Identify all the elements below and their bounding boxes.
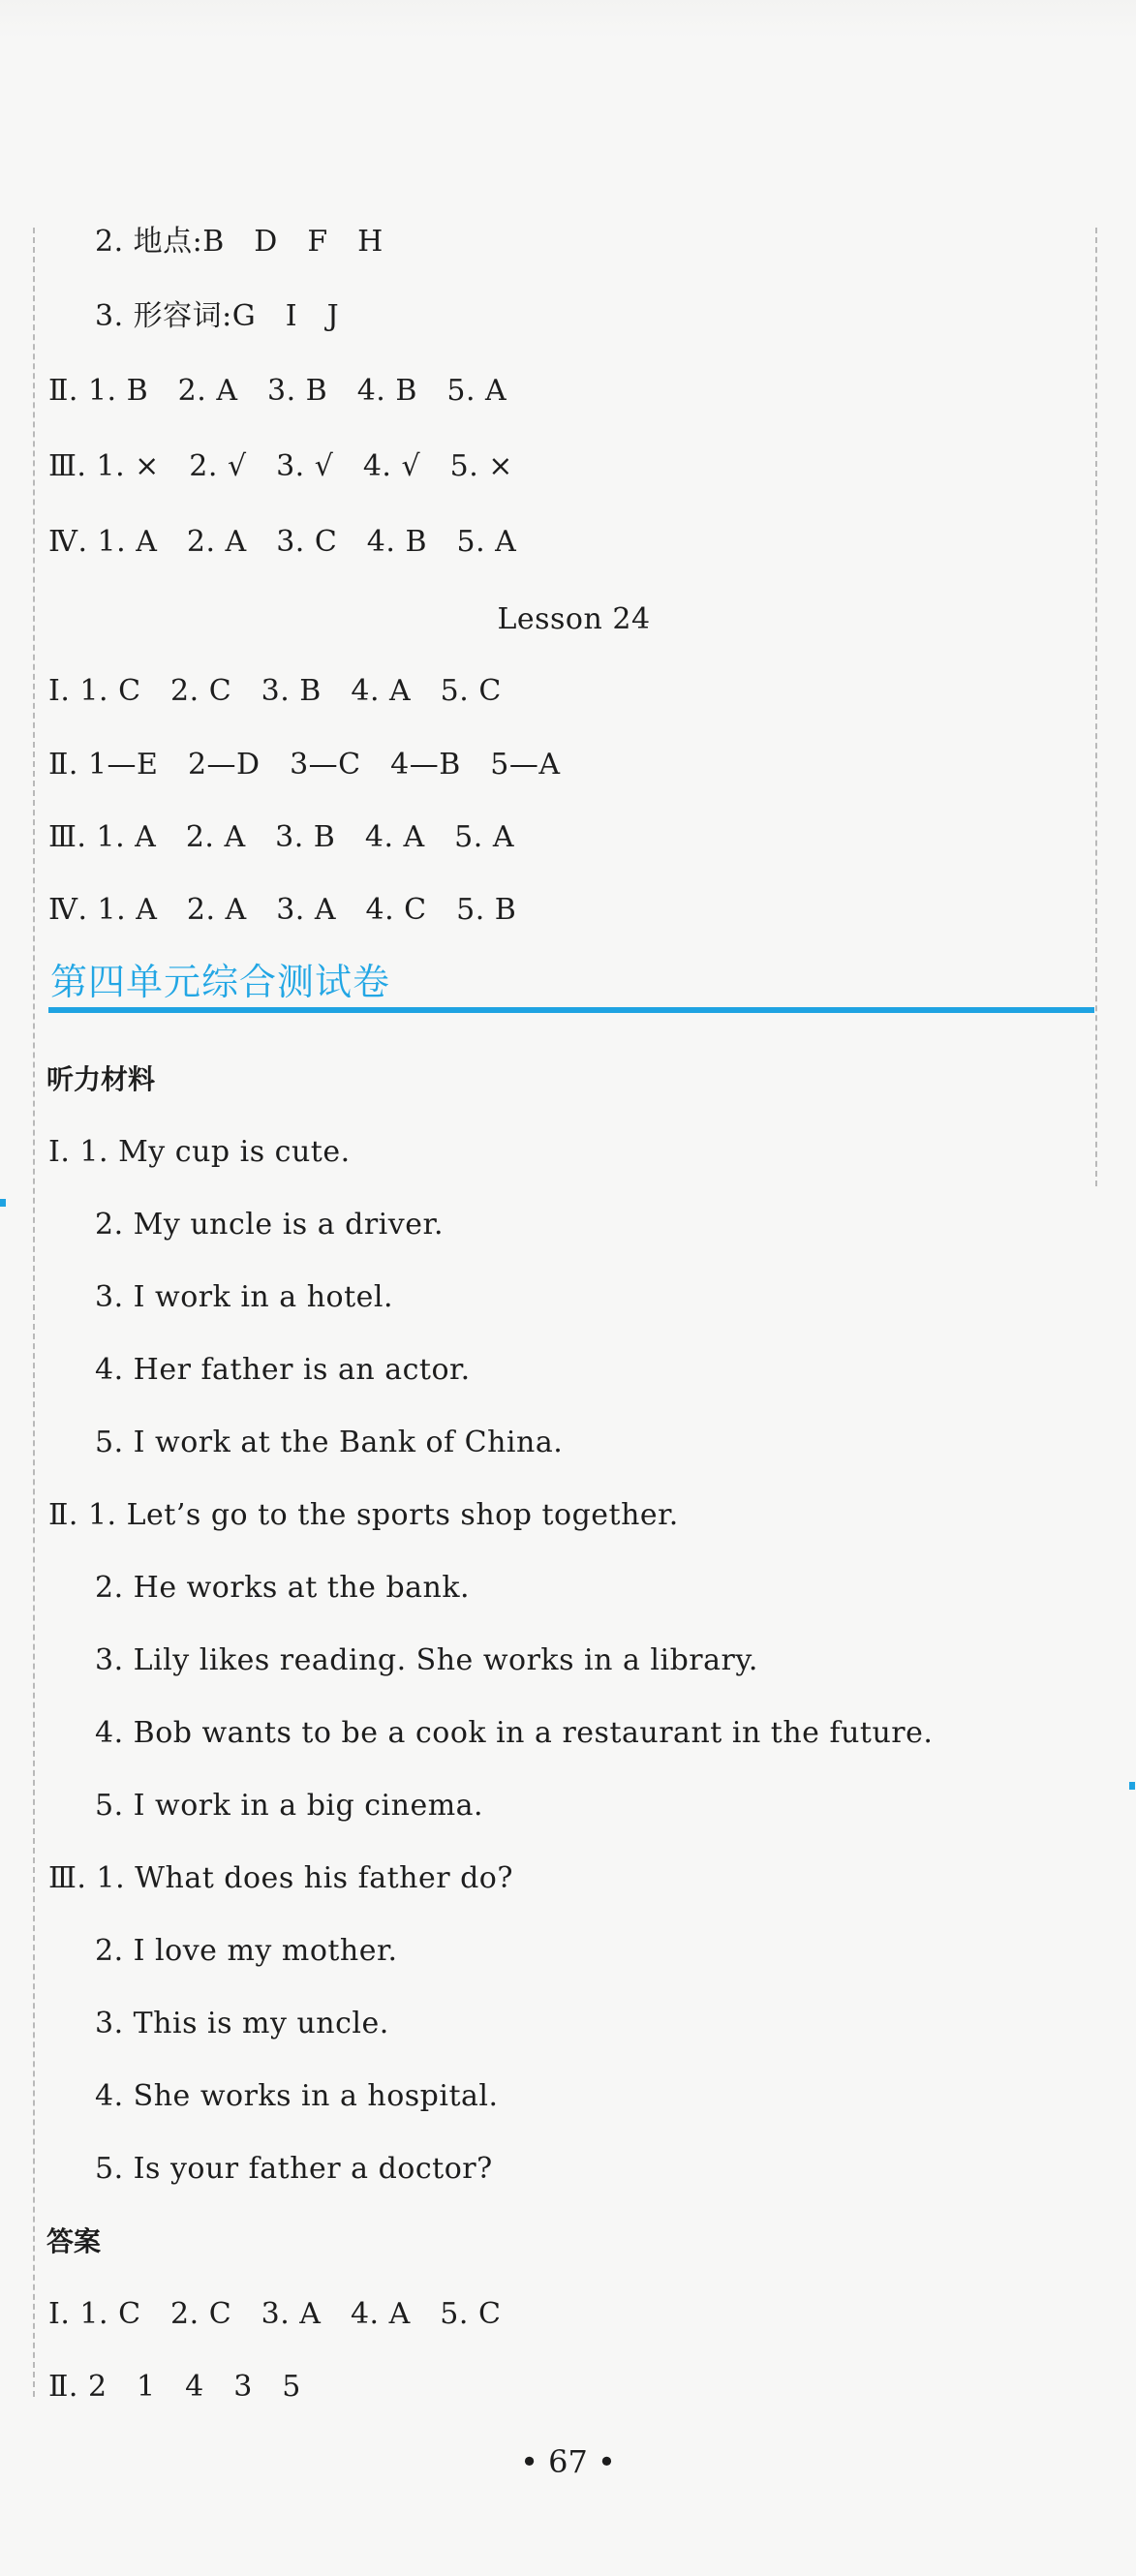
page-number: • 67 • [520,2443,616,2480]
listening-line: 5. I work in a big cinema. [95,1789,484,1823]
listening-line: 2. My uncle is a driver. [95,1208,445,1242]
margin-mark [0,1199,6,1207]
listening-line: 5. Is your father a doctor? [95,2152,493,2186]
listening-line: 3. I work in a hotel. [95,1280,394,1314]
lesson-heading: Lesson 24 [497,602,651,636]
listening-line: Ⅲ. 1. What does his father do? [48,1861,513,1895]
listening-line: Ⅱ. 1. Let’s go to the sports shop together. [48,1498,679,1532]
listening-line: 4. Her father is an actor. [95,1353,471,1387]
page-edge-left [33,228,35,2397]
answer-line: Ⅳ. 1. A 2. A 3. A 4. C 5. B [48,893,517,927]
listening-line: Ⅰ. 1. My cup is cute. [48,1135,351,1169]
listening-line: 2. He works at the bank. [95,1571,471,1605]
answer-line: Ⅱ. 1—E 2—D 3—C 4—B 5—A [48,748,561,782]
answer-line: 2. 地点:B D F H [95,225,384,259]
answer-line: Ⅱ. 2 1 4 3 5 [48,2370,301,2404]
answer-line: 3. 形容词:G I J [95,299,340,333]
answer-line: Ⅳ. 1. A 2. A 3. C 4. B 5. A [48,525,517,559]
unit-title: 第四单元综合测试卷 [50,961,391,1003]
answer-line: Ⅱ. 1. B 2. A 3. B 4. B 5. A [48,374,507,408]
answers-heading: 答案 [46,2225,102,2257]
listening-line: 3. Lily likes reading. She works in a library. [95,1643,758,1677]
answer-line: Ⅰ. 1. C 2. C 3. A 4. A 5. C [48,2297,502,2331]
listening-line: 5. I work at the Bank of China. [95,1426,564,1459]
listening-line: 4. Bob wants to be a cook in a restaurant in the future. [95,1716,934,1750]
listening-heading: 听力材料 [46,1063,156,1095]
listening-line: 2. I love my mother. [95,1934,398,1968]
section-divider [48,1007,1094,1013]
margin-mark [1129,1782,1135,1790]
listening-line: 3. This is my uncle. [95,2007,389,2040]
listening-line: 4. She works in a hospital. [95,2079,499,2113]
answer-line: Ⅲ. 1. A 2. A 3. B 4. A 5. A [48,820,515,854]
page-edge-right [1095,228,1097,1186]
answer-line: Ⅲ. 1. × 2. √ 3. √ 4. √ 5. × [48,449,513,483]
answer-line: Ⅰ. 1. C 2. C 3. B 4. A 5. C [48,674,502,708]
